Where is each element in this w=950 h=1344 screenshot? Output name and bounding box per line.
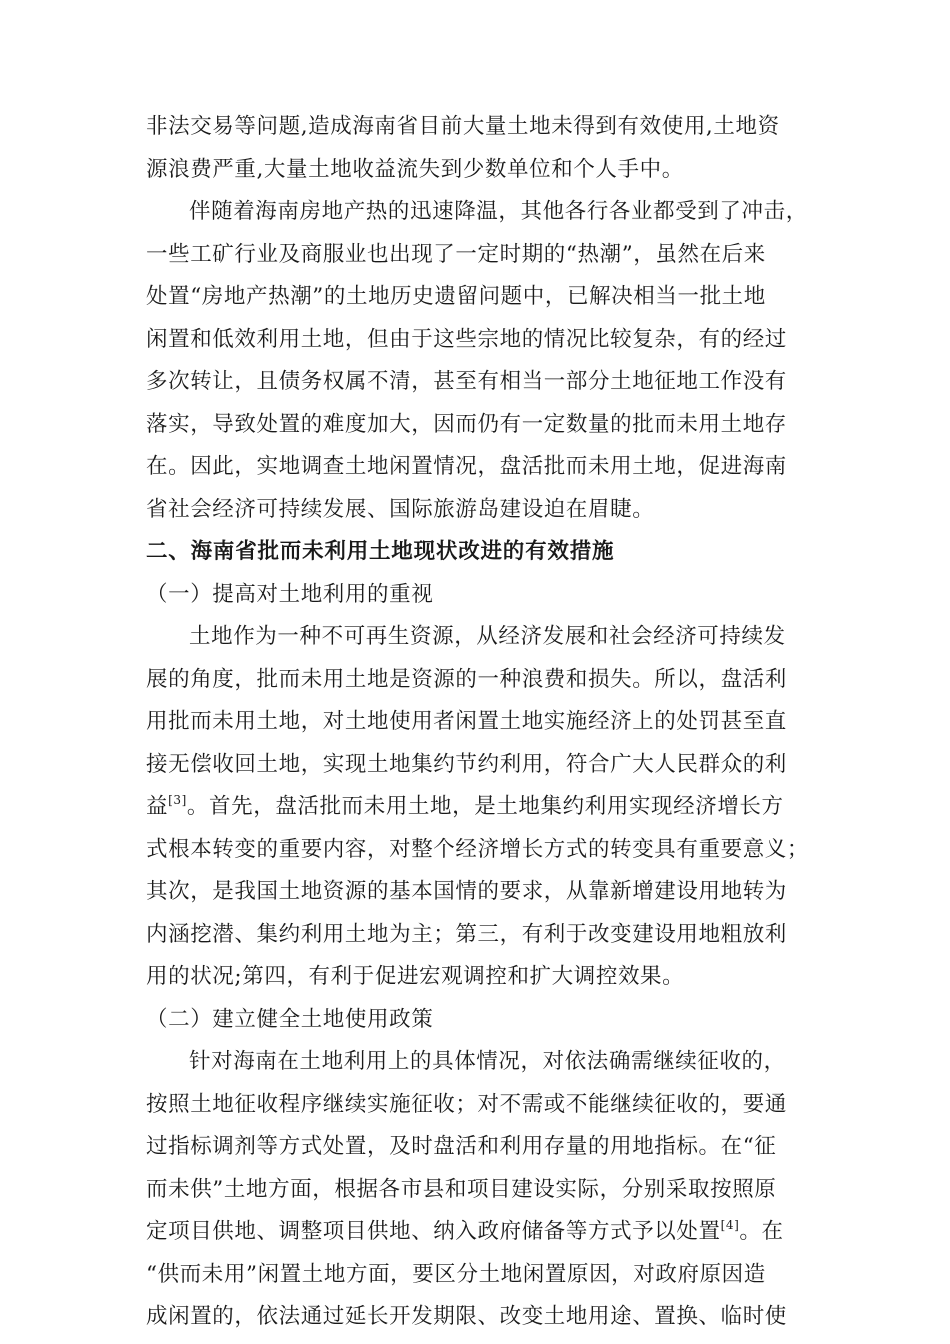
text-line: 其次，是我国土地资源的基本国情的要求，从靠新增建设用地转为 <box>146 879 787 904</box>
text-line: 成闲置的，依法通过延长开发期限、改变土地用途、置换、临时使 <box>146 1304 787 1329</box>
text-segment: 定项目供地、调整项目供地、纳入政府储备等方式予以处置 <box>146 1219 721 1244</box>
text-line: 按照土地征收程序继续实施征收；对不需或不能继续征收的，要通 <box>146 1091 787 1117</box>
text-line: 接无偿收回土地，实现土地集约节约利用，符合广大人民群众的利 <box>146 751 787 777</box>
text-line: 土地作为一种不可再生资源，从经济发展和社会经济可持续发 <box>189 624 786 649</box>
text-line: 处置“房地产热潮”的土地历史遗留问题中，已解决相当一批土地 <box>146 284 766 309</box>
text-line: 闲置和低效利用土地，但由于这些宗地的情况比较复杂，有的经过 <box>146 326 787 352</box>
text-line: 在。因此，实地调查土地闲置情况，盘活批而未用土地，促进海南 <box>146 454 787 479</box>
text-line: 多次转让，且债务权属不清，甚至有相当一部分土地征地工作没有 <box>146 369 787 394</box>
text-line: 式根本转变的重要内容，对整个经济增长方式的转变具有重要意义； <box>146 836 810 862</box>
text-line <box>146 1211 806 1254</box>
text-line: 用的状况;第四，有利于促进宏观调控和扩大调控效果。 <box>146 964 685 989</box>
text-segment: 。在 <box>739 1219 784 1244</box>
text-line: 伴随着海南房地产热的迅速降温，其他各行各业都受到了冲击， <box>189 199 808 224</box>
text-line: 展的角度，批而未用土地是资源的一种浪费和损失。所以，盘活利 <box>146 666 787 692</box>
subsection-heading: （二）建立健全土地使用政策 <box>146 1006 434 1032</box>
text-line: 省社会经济可持续发展、国际旅游岛建设迫在眉睫。 <box>146 496 655 522</box>
citation-ref: [3] <box>168 793 187 807</box>
text-line: 非法交易等问题,造成海南省目前大量土地未得到有效使用,土地资 <box>146 114 780 139</box>
text-line: 源浪费严重,大量土地收益流失到少数单位和个人手中。 <box>146 156 684 182</box>
text-line: 内涵挖潜、集约利用土地为主；第三，有利于改变建设用地粗放利 <box>146 921 787 947</box>
text-line: 一些工矿行业及商服业也出现了一定时期的“热潮”，虽然在后来 <box>146 241 766 267</box>
text-line: 而未供”土地方面，根据各市县和项目建设实际，分别采取按照原 <box>146 1176 777 1202</box>
text-line: “供而未用”闲置土地方面，要区分土地闲置原因，对政府原因造 <box>146 1261 766 1287</box>
text-line: 落实，导致处置的难度加大，因而仍有一定数量的批而未用土地存 <box>146 411 787 437</box>
text-line <box>146 786 806 829</box>
subsection-heading: （一）提高对土地利用的重视 <box>146 581 434 607</box>
section-heading: 二、海南省批而未利用土地现状改进的有效措施 <box>146 539 615 564</box>
text-segment: 益 <box>146 794 169 819</box>
text-line: 用批而未用土地，对土地使用者闲置土地实施经济上的处罚甚至直 <box>146 709 787 734</box>
text-segment: 。首先，盘活批而未用土地，是土地集约利用实现经济增长方 <box>186 794 784 819</box>
text-line: 过指标调剂等方式处置，及时盘活和利用存量的用地指标。在“征 <box>146 1134 777 1159</box>
text-line: 针对海南在土地利用上的具体情况，对依法确需继续征收的， <box>189 1049 786 1074</box>
document-page <box>146 106 810 1339</box>
citation-ref: [4] <box>720 1218 740 1232</box>
